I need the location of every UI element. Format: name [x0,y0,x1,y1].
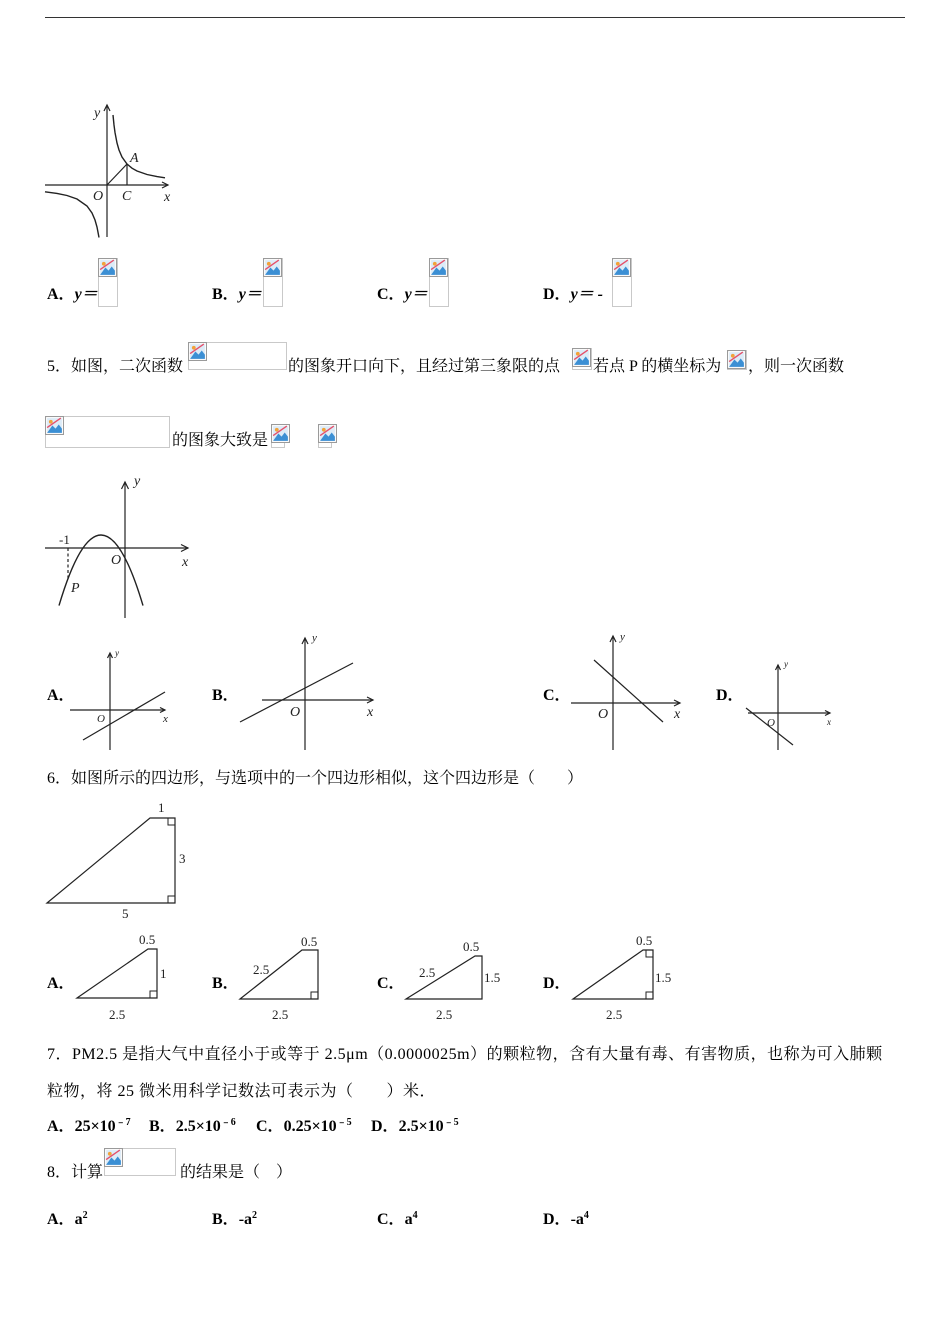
x-axis-label: x [367,705,374,720]
q8-option-d[interactable] [543,1210,589,1230]
option-label: C． [256,1118,284,1135]
q6-option-c-trapezoid[interactable] [400,930,505,1022]
option-label: B． [149,1118,176,1135]
broken-image-icon [271,424,290,443]
point-p-label: P [71,581,80,596]
q8-option-c[interactable] [377,1210,418,1230]
x-axis-label: x [164,190,171,205]
slant-side-label: 2.5 [253,962,270,977]
point-c-label: C [122,189,132,204]
long-base-label: 2.5 [606,1007,623,1022]
q6-option-d-trapezoid[interactable] [568,930,678,1022]
q6-option-d-label[interactable]: D． [543,975,571,992]
image-placeholder [98,258,118,307]
broken-image-icon [188,342,207,361]
q7-option-d[interactable] [371,1117,459,1137]
q7-text-line-2: 粒物，将 25 微米用科学记数法可表示为（ ）米． [47,1083,437,1100]
image-placeholder [727,350,747,370]
y-axis-label: y [94,106,101,121]
parabola-graph [40,475,200,625]
broken-image-icon [263,258,282,277]
option-label: D． [543,286,571,303]
q6-trapezoid-figure [40,800,190,922]
long-base-label: 2.5 [272,1007,289,1022]
point-a-label: A [130,151,139,166]
y-axis-label: y [620,631,625,643]
option-exponent: ﹣6 [220,1117,236,1128]
option-exponent: ﹣5 [336,1117,352,1128]
broken-image-icon [318,424,337,443]
q4-option-a[interactable] [47,285,98,305]
y-axis-label: y [115,648,119,658]
option-base: -a [238,1211,253,1228]
y-axis-label: y [312,632,317,644]
broken-image-icon [429,258,448,277]
short-base-label: 0.5 [463,939,480,954]
image-placeholder [104,1148,176,1176]
q5-option-b-graph[interactable] [232,630,382,755]
option-exponent: 4 [412,1210,418,1221]
q4-option-c[interactable] [377,285,428,305]
q8-option-a[interactable] [47,1210,88,1230]
origin-label: O [290,705,301,720]
option-exponent: 4 [583,1210,589,1221]
long-base-label: 2.5 [436,1007,453,1022]
linear-function-line [83,692,165,740]
short-base-label: 1 [158,800,165,815]
broken-image-icon [45,416,64,435]
option-expr: y＝ - [570,286,603,303]
x-axis-label: x [163,713,168,725]
q7-text-line-1: 7．PM2.5 是指大气中直径小于或等于 2.5μm（0.0000025m）的颗粒物，含有大量有毒、有害物质，也称为可入肺颗 [47,1046,883,1063]
q6-option-c-label[interactable]: C． [377,975,405,992]
q5-option-d-label[interactable]: D． [716,687,744,704]
right-angle-mark-bottom [311,992,318,999]
option-base: 25×10 [74,1118,116,1135]
option-base: 2.5×10 [398,1118,444,1135]
origin-label: O [93,189,104,204]
q6-option-a-label[interactable]: A． [47,975,75,992]
height-label: 3 [179,851,186,866]
hyperbola-branch-quadrant-1 [113,115,165,178]
trapezoid-outline [573,950,653,999]
option-base: 2.5×10 [175,1118,221,1135]
q5-option-b-label[interactable]: B． [212,687,239,704]
option-exponent: 2 [252,1210,258,1221]
hyperbola-graph [40,100,180,245]
q5-text-5: 的图象大致是 [172,432,269,449]
broken-image-icon [104,1148,123,1167]
x-axis-label: x [674,707,681,722]
q8-text-prefix: 8．计算 [47,1164,104,1181]
option-base: -a [570,1211,584,1228]
option-base: 0.25×10 [283,1118,337,1135]
height-label: 1.5 [655,970,672,985]
height-label: 1.5 [484,970,501,985]
q5-text-1: 5．如图，二次函数 [47,358,184,375]
image-placeholder [45,416,170,448]
option-label: B． [212,1211,239,1228]
height-label: 1 [160,966,167,981]
right-angle-mark-bottom [168,896,175,903]
q4-option-b[interactable] [212,285,262,305]
long-base-label: 2.5 [109,1007,126,1022]
x-axis-label: x [182,555,189,570]
q7-option-c[interactable] [256,1117,352,1137]
trapezoid-outline [406,956,482,999]
image-placeholder [271,424,285,448]
option-exponent: 2 [82,1210,88,1221]
right-angle-mark-bottom [646,992,653,999]
option-label: A． [47,1211,75,1228]
short-base-label: 0.5 [636,933,653,948]
option-label: C． [377,286,405,303]
option-label: D． [543,1211,571,1228]
slant-side-label: 2.5 [419,965,436,980]
image-placeholder [429,258,449,307]
long-base-label: 5 [122,906,129,921]
q8-text-suffix: 的结果是（ ） [180,1164,293,1181]
q6-option-b-trapezoid[interactable] [235,930,330,1022]
option-exponent: ﹣5 [443,1117,459,1128]
right-angle-mark-top [646,950,653,957]
q4-option-d[interactable] [543,285,603,305]
q5-text-3: 若点 P 的横坐标为 [593,358,722,375]
trapezoid-outline [47,818,175,903]
q5-text-2: 的图象开口向下，且经过第三象限的点 [288,358,561,375]
right-angle-mark-bottom [150,991,157,998]
q5-option-c-label[interactable]: C． [543,687,571,704]
q6-option-a-trapezoid[interactable] [72,930,172,1022]
q5-option-c-graph[interactable] [565,630,690,755]
segment-oa [107,164,127,185]
broken-image-icon [572,348,591,367]
short-base-label: 0.5 [139,932,156,947]
option-expr: y＝ [74,286,98,303]
option-label: A． [47,286,75,303]
q5-option-a-graph[interactable] [68,645,178,755]
q5-text-4: ，则一次函数 [748,358,845,375]
option-expr: y＝ [238,286,262,303]
broken-image-icon [727,350,746,369]
option-label: D． [371,1118,399,1135]
image-placeholder [318,424,332,448]
image-placeholder [612,258,632,307]
image-placeholder [263,258,283,307]
option-base: a [74,1211,83,1228]
option-label: A． [47,1118,75,1135]
q5-option-d-graph[interactable] [740,658,840,755]
x-axis-label: x [827,717,831,727]
trapezoid-outline [240,950,318,999]
q6-option-b-label[interactable]: B． [212,975,239,992]
option-label: C． [377,1211,405,1228]
q5-option-a-label[interactable]: A． [47,687,75,704]
option-base: a [404,1211,413,1228]
q6-text: 6．如图所示的四边形，与选项中的一个四边形相似，这个四边形是（ ） [47,770,584,787]
broken-image-icon [98,258,117,277]
hyperbola-branch-quadrant-3 [45,192,99,238]
q8-option-b[interactable] [212,1210,257,1230]
option-expr: y＝ [404,286,428,303]
option-label: B． [212,286,239,303]
short-base-label: 0.5 [301,934,318,949]
trapezoid-outline [77,949,157,998]
origin-label: O [111,553,122,568]
origin-label: O [97,713,105,725]
y-axis-label: y [134,474,141,489]
right-angle-mark-top [168,818,175,825]
tick-label-minus-1: -1 [59,532,70,547]
header-rule [45,17,905,18]
image-placeholder [188,342,287,370]
option-exponent: ﹣7 [115,1117,131,1128]
broken-image-icon [612,258,631,277]
image-placeholder [572,348,592,370]
origin-label: O [598,707,609,722]
y-axis-label: y [784,659,788,669]
q7-option-a[interactable] [47,1117,131,1137]
q7-option-b[interactable] [149,1117,236,1137]
origin-label: O [767,717,775,729]
